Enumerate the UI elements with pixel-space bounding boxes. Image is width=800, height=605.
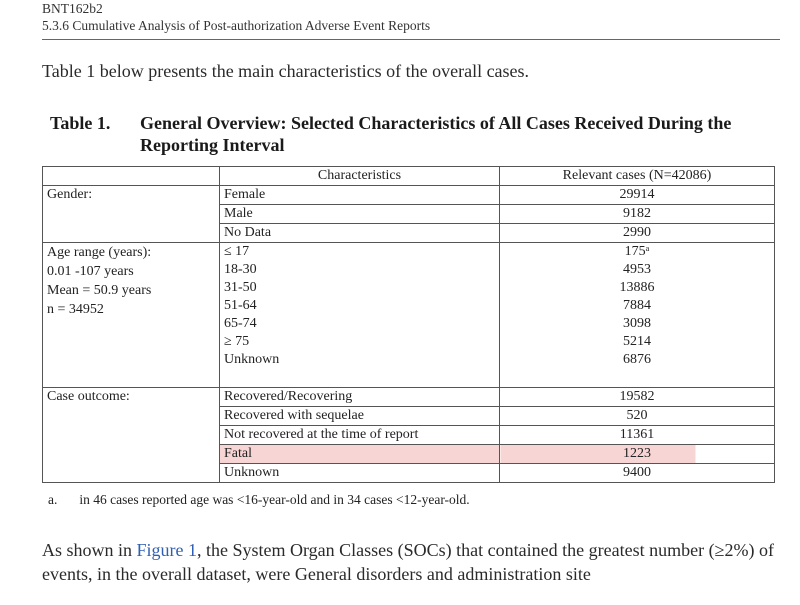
row-value: 2990: [500, 224, 775, 243]
table-caption-number: Table 1.: [50, 113, 111, 133]
row-value: 9400: [500, 464, 775, 483]
header-characteristics: Characteristics: [220, 167, 500, 186]
row-characteristic: 31-50: [220, 279, 500, 297]
spacer-row: [43, 369, 775, 388]
intro-text: Table 1 below presents the main characteristics of the overall cases.: [42, 61, 530, 81]
row-value: 5214: [623, 334, 651, 349]
footnote-label: a.: [48, 492, 58, 507]
figure-link[interactable]: Figure 1: [136, 540, 198, 560]
row-value: 1223: [500, 445, 775, 464]
row-characteristic: Unknown: [220, 351, 500, 369]
footnote-text: in 46 cases reported age was <16-year-old and in 34 cases <12-year-old.: [79, 492, 470, 507]
header-relevant-cases: Relevant cases (N=42086): [562, 168, 712, 183]
row-value: 9182: [500, 205, 775, 224]
table-row: [43, 388, 775, 407]
row-characteristic: No Data: [220, 224, 500, 243]
row-characteristic: Recovered/Recovering: [220, 388, 500, 407]
row-value: 175ᵃ: [500, 243, 775, 262]
row-value: 11361: [500, 426, 775, 445]
table-row: [43, 243, 775, 262]
header-empty-cell: [43, 167, 220, 186]
row-characteristic: 51-64: [220, 297, 500, 315]
row-characteristic: Fatal: [220, 445, 500, 464]
row-value: 29914: [500, 186, 775, 205]
row-characteristic: 65-74: [220, 315, 500, 333]
row-value: 13886: [619, 280, 655, 295]
body-paragraph: [42, 538, 782, 586]
gender-label: Gender:: [43, 186, 220, 243]
row-value: 19582: [500, 388, 775, 407]
header-divider: [42, 39, 780, 40]
row-characteristic: ≥ 75: [220, 333, 500, 351]
age-n: n = 34952: [47, 302, 104, 317]
row-value: 520: [500, 407, 775, 426]
row-value: 4953: [623, 262, 651, 277]
document-header: [42, 0, 780, 34]
overview-table: [42, 166, 775, 483]
age-range-label: Age range (years):: [47, 245, 152, 260]
row-characteristic: Male: [220, 205, 500, 224]
age-mean: Mean = 50.9 years: [47, 283, 152, 298]
paragraph-text-before: As shown in: [42, 540, 137, 560]
paragraph-text-after: , the System Organ Classes (SOCs) that contained the greatest number (≥2%) of events, in the overall dataset, were General disorders and administration site: [42, 540, 774, 584]
age-info: [43, 243, 220, 370]
row-value: 6876: [623, 352, 651, 367]
row-characteristic: Female: [220, 186, 500, 205]
row-characteristic: 18-30: [220, 261, 500, 279]
document-id: BNT162b2: [42, 1, 103, 16]
row-value: 7884: [623, 298, 651, 313]
table-header-row: [43, 167, 775, 186]
table-caption-title: General Overview: Selected Characteristics of All Cases Received During the Reporting Interval: [140, 113, 732, 155]
row-characteristic: ≤ 17: [220, 243, 500, 262]
outcome-label: Case outcome:: [43, 388, 220, 483]
age-range-value: 0.01 -107 years: [47, 264, 134, 279]
row-characteristic: Not recovered at the time of report: [220, 426, 500, 445]
table-footnote: [48, 492, 470, 508]
row-characteristic: Recovered with sequelae: [220, 407, 500, 426]
table-row: [43, 186, 775, 205]
row-characteristic: Unknown: [220, 464, 500, 483]
row-value: 3098: [623, 316, 651, 331]
section-title: 5.3.6 Cumulative Analysis of Post-authorization Adverse Event Reports: [42, 18, 431, 33]
